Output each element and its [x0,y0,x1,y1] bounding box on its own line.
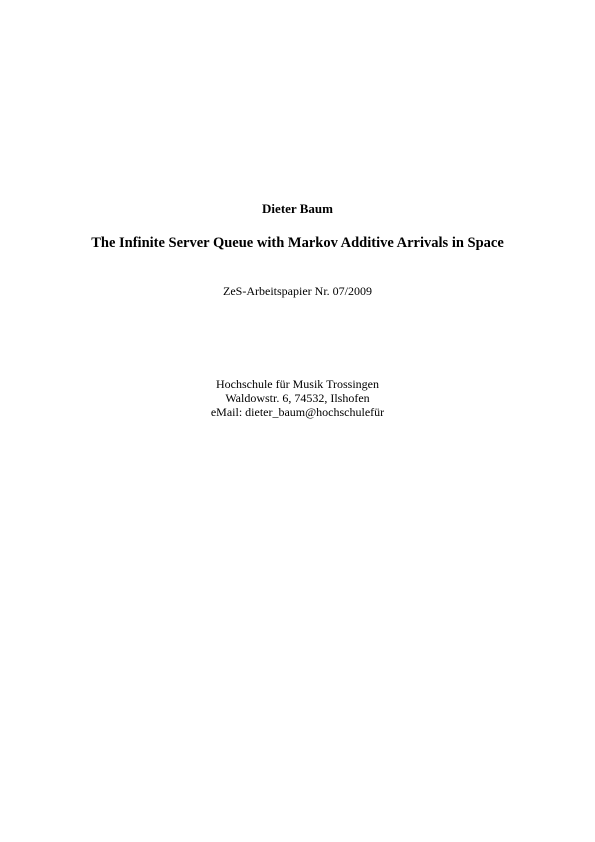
email-address: eMail: dieter_baum@hochschulefür [210,405,385,419]
series-number: ZeS-Arbeitspapier Nr. 07/2009 [223,284,372,298]
affiliation-block [0,377,595,419]
paper-title: The Infinite Server Queue with Markov Additive Arrivals in Space [91,235,504,251]
author-name: Dieter Baum [262,201,333,216]
institution: Hochschule für Musik Trossingen [215,377,379,391]
street-address: Waldowstr. 6, 74532, Ilshofen [225,391,370,405]
